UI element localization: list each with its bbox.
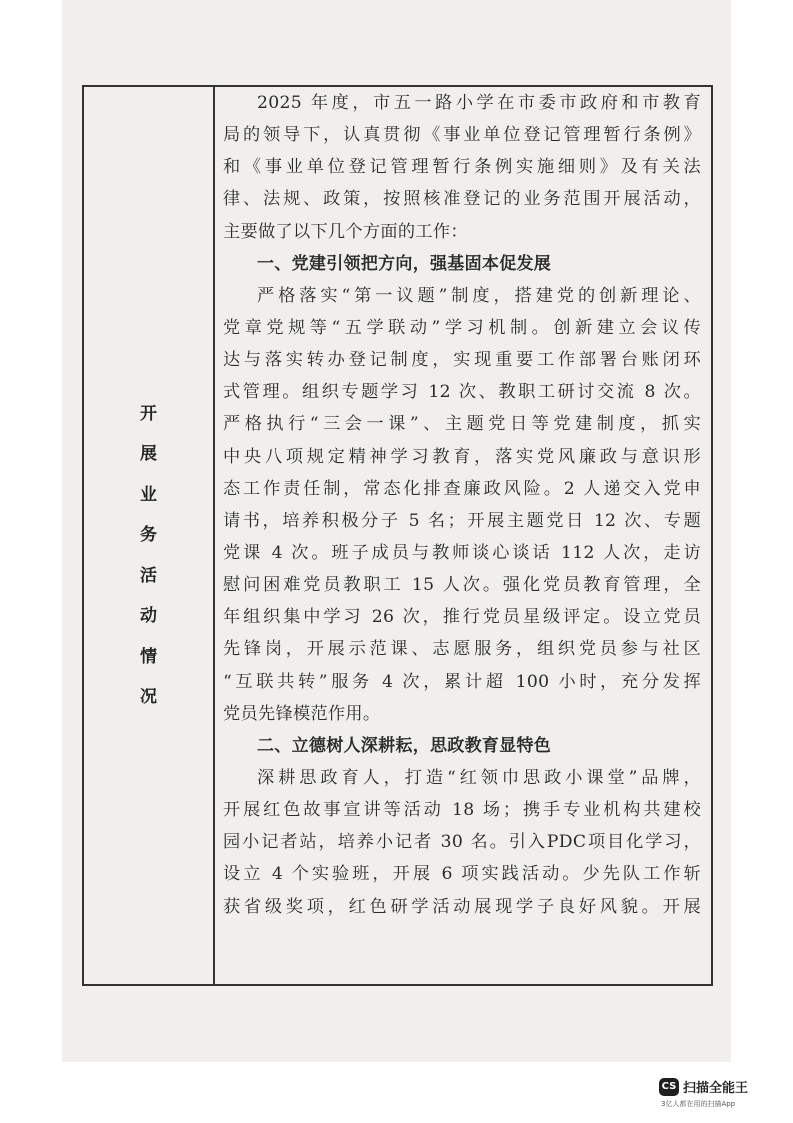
body-line: 主要做了以下几个方面的工作：	[223, 221, 468, 242]
section-label-char: 业	[140, 484, 157, 505]
report-body	[223, 87, 701, 923]
body-line: 律、法规、政策，按照核准登记的业务范围开展活动，	[223, 189, 701, 210]
section-heading: 一、党建引领把方向，强基固本促发展	[257, 253, 552, 274]
section-label-char: 动	[140, 606, 157, 626]
body-line: 2025 年度，市五一路小学在市委市政府和市教育	[257, 93, 701, 113]
watermark-brand: 扫描全能王	[683, 1081, 749, 1096]
body-line: “互联共转”服务 4 次，累计超 100 小时，充分发挥	[223, 671, 701, 692]
camscanner-logo-icon: CS	[659, 1078, 679, 1096]
section-label-char: 况	[140, 687, 157, 707]
section-label-char: 开	[140, 403, 157, 424]
body-line: 慰问困难党员教职工 15 人次。强化党员教育管理，全	[223, 575, 701, 596]
body-line: 先锋岗，开展示范课、志愿服务，组织党员参与社区	[223, 639, 701, 660]
body-line: 态工作责任制，常态化排查廉政风险。2 人递交入党申	[223, 478, 701, 499]
body-line: 达与落实转办登记制度，实现重要工作部署台账闭环	[223, 350, 701, 371]
body-line: 获省级奖项，红色研学活动展现学子良好风貌。开展	[223, 896, 701, 917]
section-label-char: 情	[140, 646, 157, 667]
section-label-char: 活	[140, 565, 157, 586]
body-line: 园小记者站，培养小记者 30 名。引入PDC项目化学习，	[223, 832, 701, 853]
body-line: 设立 4 个实验班，开展 6 项实践活动。少先队工作斩	[223, 864, 701, 885]
body-line: 请书，培养积极分子 5 名；开展主题党日 12 次、专题	[223, 510, 701, 531]
body-line: 中央八项规定精神学习教育，落实党风廉政与意识形	[223, 446, 701, 467]
body-line: 党章党规等“五学联动”学习机制。创新建立会议传	[223, 317, 701, 338]
scanner-watermark	[659, 1077, 779, 1109]
body-line: 严格落实“第一议题”制度，搭建党的创新理论、	[257, 285, 701, 306]
section-label-char: 务	[140, 525, 157, 545]
section-label-cell	[84, 85, 213, 986]
body-line: 开展红色故事宣讲等活动 18 场；携手专业机构共建校	[223, 800, 701, 821]
body-line: 局的领导下，认真贯彻《事业单位登记管理暂行条例》	[223, 125, 701, 146]
body-line: 党课 4 次。班子成员与教师谈心谈话 112 人次，走访	[223, 542, 701, 563]
column-divider	[213, 85, 215, 986]
section-heading: 二、立德树人深耕耘，思政教育显特色	[257, 735, 552, 756]
body-line: 年组织集中学习 26 次，推行党员星级评定。设立党员	[223, 607, 701, 628]
body-line: 严格执行“三会一课”、主题党日等党建制度，抓实	[223, 414, 701, 435]
section-label	[140, 394, 157, 718]
body-line: 式管理。组织专题学习 12 次、教职工研讨交流 8 次。	[223, 382, 701, 403]
body-line: 深耕思政育人，打造“红领巾思政小课堂”品牌，	[257, 767, 701, 788]
section-label-char: 展	[140, 444, 157, 464]
watermark-tagline: 3亿人都在用的扫描App	[661, 1100, 736, 1108]
body-line: 和《事业单位登记管理暂行条例实施细则》及有关法	[223, 157, 701, 178]
body-line: 党员先锋模范作用。	[223, 703, 381, 724]
